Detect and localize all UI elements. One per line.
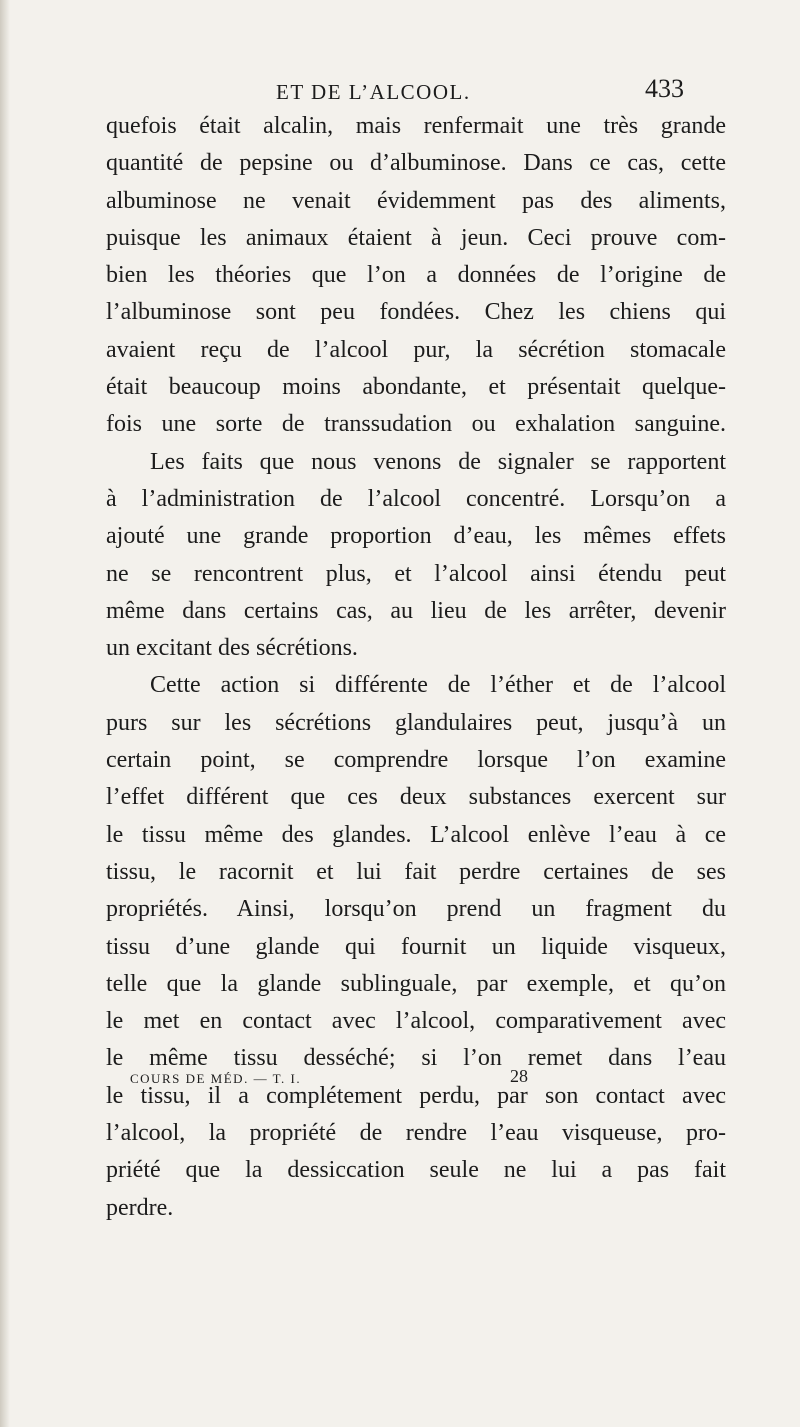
text-line: tissu d’une glande qui fournit un liquide visqueux, (106, 933, 726, 960)
text-line: le tissu, il a complétement perdu, par son contact avec (106, 1082, 726, 1109)
text-line: l’albuminose sont peu fondées. Chez les chiens qui (106, 299, 726, 326)
text-line: fois une sorte de transsudation ou exhalation sanguine. (106, 411, 726, 438)
text-line: puisque les animaux étaient à jeun. Ceci prouve com- (106, 224, 726, 251)
text-line: avaient reçu de l’alcool pur, la sécrétion stomacale (106, 336, 726, 363)
text-line: l’alcool, la propriété de rendre l’eau visqueuse, pro- (106, 1120, 726, 1147)
page-number: 433 (645, 74, 684, 103)
text-line: quefois était alcalin, mais renfermait une très grande (106, 113, 726, 139)
text-line: telle que la glande sublinguale, par exemple, et qu’on (106, 970, 726, 997)
paragraph-end-line: un excitant des sécrétions. (106, 635, 358, 662)
text-line: certain point, se comprendre lorsque l’on examine (106, 747, 726, 774)
body-text (106, 108, 726, 1227)
text-line: quantité de pepsine ou d’albuminose. Dans ce cas, cette (106, 150, 726, 177)
text-line: le tissu même des glandes. L’alcool enlève l’eau à ce (106, 821, 726, 848)
text-line: ajouté une grande proportion d’eau, les mêmes effets (106, 523, 726, 550)
text-line: à l’administration de l’alcool concentré. Lorsqu’on a (106, 485, 726, 512)
text-line: ne se rencontrent plus, et l’alcool ainsi étendu peut (106, 560, 726, 587)
text-line: même dans certains cas, au lieu de les arrêter, devenir (106, 597, 726, 624)
footer-sheet-number: 28 (510, 1066, 528, 1086)
text-line: bien les théories que l’on a données de l’origine de (106, 262, 726, 289)
paragraph-start-line: Cette action si différente de l’éther et de l’alcool (150, 672, 726, 699)
paragraph-end-line: perdre. (106, 1194, 174, 1221)
text-line: était beaucoup moins abondante, et présentait quelque- (106, 374, 726, 401)
text-line: le même tissu desséché; si l’on remet dans l’eau (106, 1045, 726, 1072)
text-line: le met en contact avec l’alcool, comparativement avec (106, 1008, 726, 1035)
footer-signature: COURS DE MÉD. — T. I. (130, 1071, 302, 1086)
paragraph-start-line: Les faits que nous venons de signaler se rapportent (150, 448, 726, 475)
text-line: tissu, le racornit et lui fait perdre certaines de ses (106, 858, 726, 885)
text-line: l’effet différent que ces deux substances exercent sur (106, 784, 726, 811)
text-line: propriétés. Ainsi, lorsqu’on prend un fragment du (106, 896, 726, 923)
text-line: purs sur les sécrétions glandulaires peut, jusqu’à un (106, 709, 726, 736)
text-line: albuminose ne venait évidemment pas des aliments, (106, 187, 726, 214)
running-head: ET DE L’ALCOOL. (276, 80, 471, 104)
text-line: priété que la dessiccation seule ne lui a pas fait (106, 1157, 726, 1184)
